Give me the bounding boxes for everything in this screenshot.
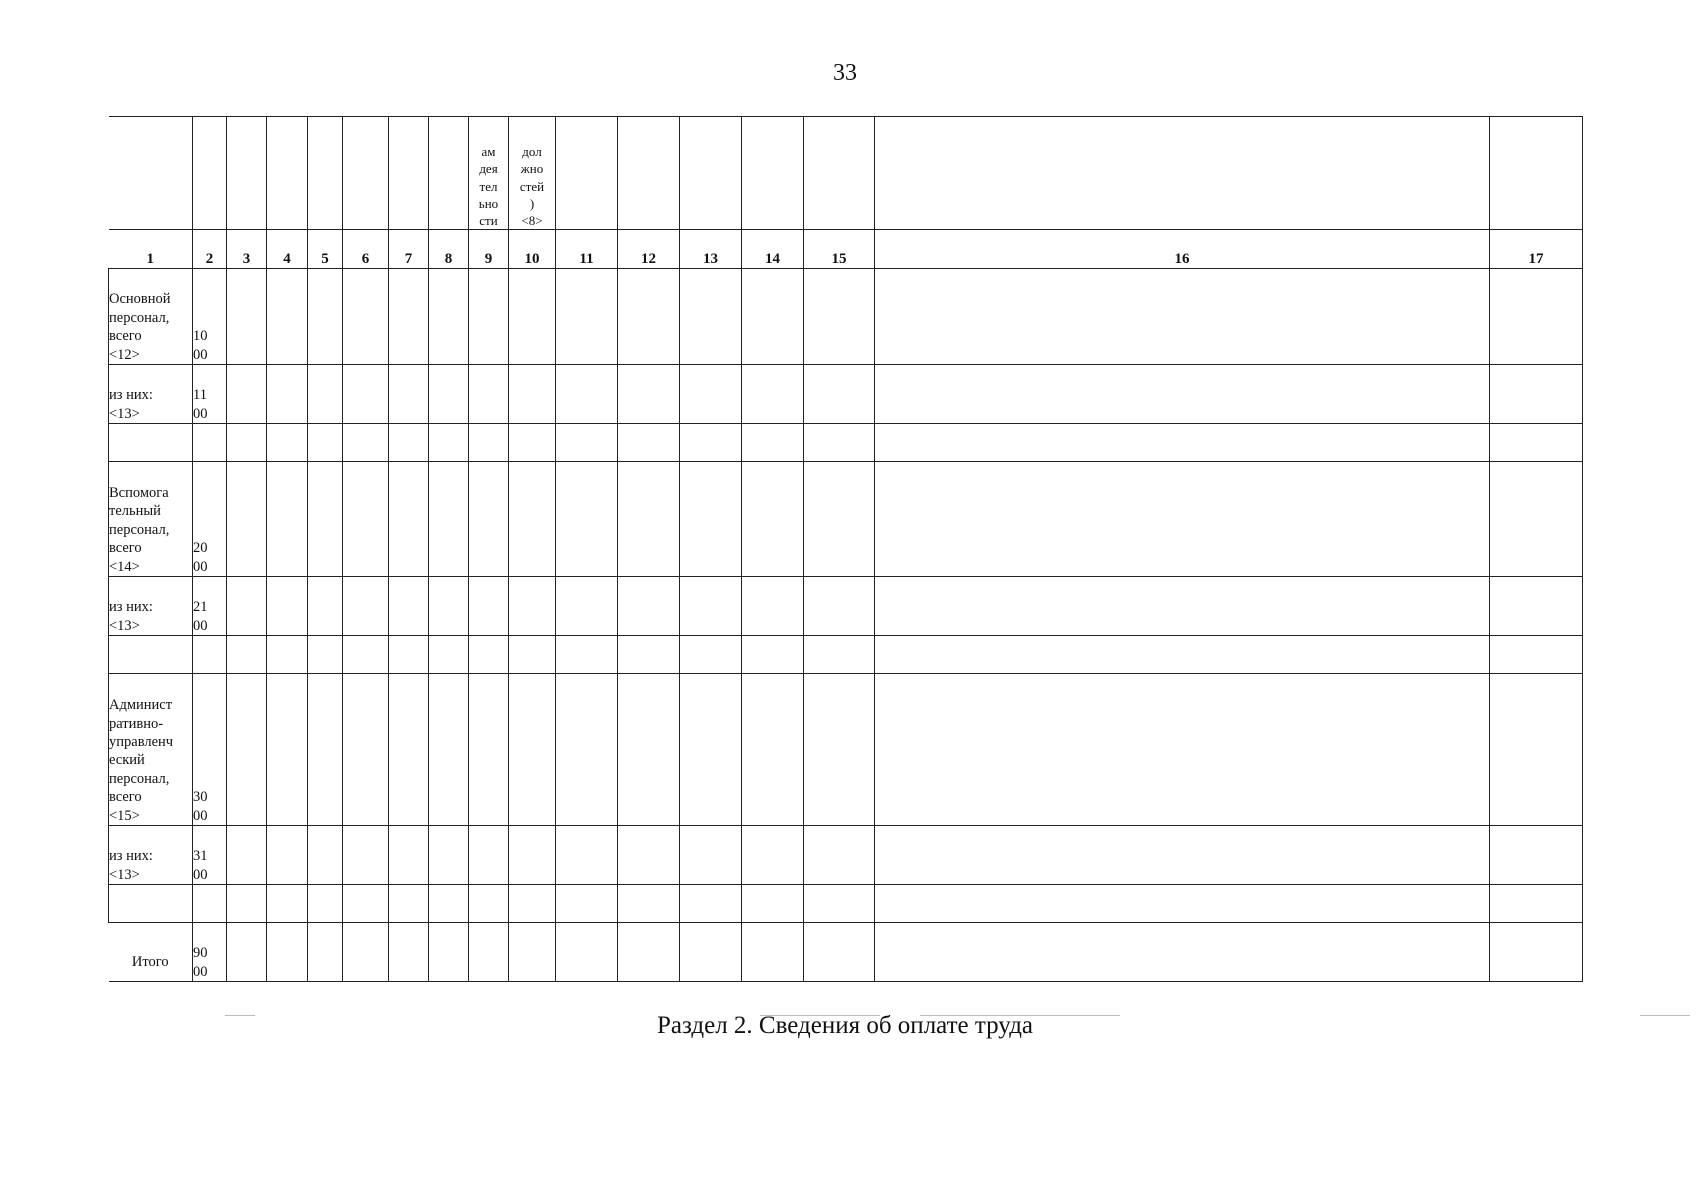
data-cell[interactable] <box>109 424 193 462</box>
data-cell[interactable] <box>267 885 308 923</box>
column-number: 14 <box>742 230 804 269</box>
data-cell[interactable] <box>680 885 742 923</box>
data-cell[interactable] <box>389 674 429 826</box>
label-line: персонал, <box>109 309 170 326</box>
header-cell-14 <box>742 117 804 230</box>
data-cell[interactable] <box>509 923 556 982</box>
column-number: 15 <box>804 230 875 269</box>
data-cell[interactable] <box>308 826 343 885</box>
data-cell[interactable] <box>389 365 429 424</box>
data-cell[interactable] <box>509 577 556 636</box>
code-line: 00 <box>193 617 208 634</box>
data-cell[interactable] <box>227 826 267 885</box>
data-cell[interactable] <box>193 424 227 462</box>
data-cell[interactable] <box>804 826 875 885</box>
label-line: всего <box>109 328 142 345</box>
code-line: 11 <box>193 387 207 404</box>
data-cell[interactable] <box>429 923 469 982</box>
data-cell[interactable] <box>1490 577 1583 636</box>
header-cell-2 <box>193 117 227 230</box>
header-cell-8 <box>429 117 469 230</box>
data-cell[interactable] <box>429 577 469 636</box>
header-cell-7 <box>389 117 429 230</box>
label-line: Админист <box>109 697 173 714</box>
data-cell[interactable] <box>742 826 804 885</box>
data-cell[interactable] <box>618 462 680 577</box>
header-cell-3 <box>227 117 267 230</box>
data-cell[interactable] <box>804 636 875 674</box>
data-cell[interactable] <box>429 269 469 365</box>
data-cell[interactable] <box>469 923 509 982</box>
label-line: всего <box>109 789 142 806</box>
header-cell-16 <box>875 117 1490 230</box>
row-code <box>193 269 227 365</box>
header-cell-11 <box>556 117 618 230</box>
data-cell[interactable] <box>227 636 267 674</box>
data-cell[interactable] <box>680 826 742 885</box>
header-cell-15 <box>804 117 875 230</box>
data-cell[interactable] <box>429 885 469 923</box>
data-cell[interactable] <box>804 923 875 982</box>
data-cell[interactable] <box>804 674 875 826</box>
header-fragment: <8> <box>521 212 543 228</box>
data-cell[interactable] <box>618 269 680 365</box>
header-cell-10 <box>509 117 556 230</box>
data-cell[interactable] <box>1490 674 1583 826</box>
data-cell[interactable] <box>680 674 742 826</box>
data-cell[interactable] <box>618 674 680 826</box>
label-line: персонал, <box>109 521 170 538</box>
data-cell[interactable] <box>429 826 469 885</box>
label-line: Вспомога <box>109 484 169 501</box>
column-number: 8 <box>429 230 469 269</box>
column-number: 17 <box>1490 230 1583 269</box>
column-number: 10 <box>509 230 556 269</box>
column-number: 9 <box>469 230 509 269</box>
data-cell[interactable] <box>1490 923 1583 982</box>
data-cell[interactable] <box>469 674 509 826</box>
header-cell-6 <box>343 117 389 230</box>
data-cell[interactable] <box>267 424 308 462</box>
header-cell-17 <box>1490 117 1583 230</box>
data-cell[interactable] <box>343 577 389 636</box>
data-cell[interactable] <box>680 636 742 674</box>
data-cell[interactable] <box>742 636 804 674</box>
column-number: 1 <box>109 230 193 269</box>
data-cell[interactable] <box>227 577 267 636</box>
data-cell[interactable] <box>875 826 1490 885</box>
data-cell[interactable] <box>804 365 875 424</box>
data-cell[interactable] <box>556 462 618 577</box>
data-cell[interactable] <box>875 462 1490 577</box>
row-label <box>109 462 193 577</box>
data-cell[interactable] <box>469 826 509 885</box>
data-cell[interactable] <box>429 674 469 826</box>
data-cell[interactable] <box>680 269 742 365</box>
data-cell[interactable] <box>227 885 267 923</box>
data-cell[interactable] <box>680 424 742 462</box>
data-cell[interactable] <box>556 636 618 674</box>
data-cell[interactable] <box>227 462 267 577</box>
data-cell[interactable] <box>1490 885 1583 923</box>
data-cell[interactable] <box>804 885 875 923</box>
section-title: Раздел 2. Сведения об оплате труда <box>656 1012 1034 1039</box>
data-cell[interactable] <box>267 636 308 674</box>
data-cell[interactable] <box>742 923 804 982</box>
data-cell[interactable] <box>389 885 429 923</box>
table-row-empty <box>109 424 1583 462</box>
data-cell[interactable] <box>742 885 804 923</box>
data-cell[interactable] <box>469 577 509 636</box>
row-code <box>193 365 227 424</box>
data-cell[interactable] <box>429 365 469 424</box>
data-cell[interactable] <box>875 424 1490 462</box>
data-cell[interactable] <box>429 424 469 462</box>
column-number: 2 <box>193 230 227 269</box>
data-cell[interactable] <box>343 636 389 674</box>
data-cell[interactable] <box>308 365 343 424</box>
data-cell[interactable] <box>1490 462 1583 577</box>
header-fragment: дол <box>522 144 542 160</box>
data-cell[interactable] <box>389 826 429 885</box>
row-label <box>109 674 193 826</box>
data-cell[interactable] <box>343 462 389 577</box>
data-cell[interactable] <box>680 923 742 982</box>
code-line: 00 <box>193 558 208 575</box>
data-cell[interactable] <box>742 674 804 826</box>
data-cell[interactable] <box>618 365 680 424</box>
label-line: <12> <box>109 346 140 363</box>
data-cell[interactable] <box>469 365 509 424</box>
data-cell[interactable] <box>509 365 556 424</box>
header-fragment: дея <box>479 161 498 177</box>
data-cell[interactable] <box>469 636 509 674</box>
data-cell[interactable] <box>875 674 1490 826</box>
row-code <box>193 462 227 577</box>
data-cell[interactable] <box>193 885 227 923</box>
label-line: <13> <box>109 866 140 883</box>
data-cell[interactable] <box>509 424 556 462</box>
data-cell[interactable] <box>509 462 556 577</box>
code-line: 21 <box>193 599 208 616</box>
data-cell[interactable] <box>618 923 680 982</box>
code-line: 00 <box>193 866 208 883</box>
data-cell[interactable] <box>267 577 308 636</box>
row-code <box>193 577 227 636</box>
data-cell[interactable] <box>556 923 618 982</box>
row-code <box>193 923 227 982</box>
data-cell[interactable] <box>343 424 389 462</box>
data-cell[interactable] <box>875 577 1490 636</box>
data-cell[interactable] <box>618 577 680 636</box>
row-code <box>193 674 227 826</box>
table-row-main-staff <box>109 269 1583 365</box>
data-cell[interactable] <box>804 269 875 365</box>
data-cell[interactable] <box>389 577 429 636</box>
label-line: <14> <box>109 558 140 575</box>
table-row-admin-of-them <box>109 826 1583 885</box>
data-cell[interactable] <box>509 885 556 923</box>
table-row-total <box>109 923 1583 982</box>
data-cell[interactable] <box>308 577 343 636</box>
data-cell[interactable] <box>875 923 1490 982</box>
label-line: всего <box>109 540 142 557</box>
table-row-admin-staff <box>109 674 1583 826</box>
code-line: 20 <box>193 540 208 557</box>
data-cell[interactable] <box>343 365 389 424</box>
data-cell[interactable] <box>389 636 429 674</box>
label-line: Основной <box>109 291 171 308</box>
data-cell[interactable] <box>875 365 1490 424</box>
data-cell[interactable] <box>469 269 509 365</box>
data-cell[interactable] <box>469 462 509 577</box>
data-cell[interactable] <box>389 424 429 462</box>
label-line: <13> <box>109 617 140 634</box>
table-row-main-of-them <box>109 365 1583 424</box>
data-cell[interactable] <box>227 923 267 982</box>
data-cell[interactable] <box>308 885 343 923</box>
header-fragment: стей <box>519 178 545 194</box>
table-row-aux-of-them <box>109 577 1583 636</box>
data-cell[interactable] <box>509 269 556 365</box>
data-cell[interactable] <box>742 577 804 636</box>
data-cell[interactable] <box>618 826 680 885</box>
data-cell[interactable] <box>556 269 618 365</box>
code-line: 00 <box>193 807 208 824</box>
data-cell[interactable] <box>343 885 389 923</box>
header-cell-13 <box>680 117 742 230</box>
data-cell[interactable] <box>343 923 389 982</box>
label-line: управленч <box>109 733 174 750</box>
header-fragment: ам <box>481 144 496 160</box>
data-cell[interactable] <box>343 674 389 826</box>
header-cell-4 <box>267 117 308 230</box>
data-cell[interactable] <box>875 885 1490 923</box>
data-cell[interactable] <box>267 269 308 365</box>
label-line: из них: <box>109 599 153 616</box>
code-line: 31 <box>193 848 208 865</box>
column-number: 7 <box>389 230 429 269</box>
label-line: еский <box>109 752 145 769</box>
row-code <box>193 826 227 885</box>
header-cell-5 <box>308 117 343 230</box>
row-label <box>109 577 193 636</box>
data-cell[interactable] <box>389 923 429 982</box>
data-cell[interactable] <box>618 885 680 923</box>
data-cell[interactable] <box>680 462 742 577</box>
data-cell[interactable] <box>1490 826 1583 885</box>
data-cell[interactable] <box>680 577 742 636</box>
data-cell[interactable] <box>193 636 227 674</box>
data-cell[interactable] <box>429 636 469 674</box>
column-number: 3 <box>227 230 267 269</box>
data-cell[interactable] <box>742 269 804 365</box>
staff-table <box>108 116 1583 982</box>
label-line: <13> <box>109 405 140 422</box>
data-cell[interactable] <box>556 826 618 885</box>
header-cell-12 <box>618 117 680 230</box>
data-cell[interactable] <box>227 269 267 365</box>
column-number: 16 <box>875 230 1490 269</box>
data-cell[interactable] <box>804 462 875 577</box>
header-fragment: ) <box>529 195 535 211</box>
page-number: 33 <box>833 60 857 86</box>
data-cell[interactable] <box>742 462 804 577</box>
table-row-aux-staff <box>109 462 1583 577</box>
label-line: тельный <box>109 503 161 520</box>
data-cell[interactable] <box>556 674 618 826</box>
data-cell[interactable] <box>509 674 556 826</box>
data-cell[interactable] <box>227 365 267 424</box>
table-row-empty <box>109 885 1583 923</box>
data-cell[interactable] <box>308 269 343 365</box>
header-fragment: жно <box>520 161 544 177</box>
table-row-empty <box>109 636 1583 674</box>
data-cell[interactable] <box>267 365 308 424</box>
data-cell[interactable] <box>556 577 618 636</box>
column-number: 6 <box>343 230 389 269</box>
data-cell[interactable] <box>469 424 509 462</box>
data-cell[interactable] <box>556 365 618 424</box>
data-cell[interactable] <box>267 826 308 885</box>
header-cell-9 <box>469 117 509 230</box>
data-cell[interactable] <box>509 826 556 885</box>
data-cell[interactable] <box>267 462 308 577</box>
column-number: 13 <box>680 230 742 269</box>
data-cell[interactable] <box>227 674 267 826</box>
data-cell[interactable] <box>1490 636 1583 674</box>
data-cell[interactable] <box>109 636 193 674</box>
code-line: 90 <box>193 945 208 962</box>
data-cell[interactable] <box>875 269 1490 365</box>
data-cell[interactable] <box>308 636 343 674</box>
header-cell-1 <box>109 117 193 230</box>
data-cell[interactable] <box>343 826 389 885</box>
data-cell[interactable] <box>343 269 389 365</box>
label-line: из них: <box>109 387 153 404</box>
data-cell[interactable] <box>1490 269 1583 365</box>
data-cell[interactable] <box>680 365 742 424</box>
data-cell[interactable] <box>308 923 343 982</box>
label-line: персонал, <box>109 770 170 787</box>
row-label <box>109 826 193 885</box>
column-number: 11 <box>556 230 618 269</box>
data-cell[interactable] <box>389 462 429 577</box>
code-line: 00 <box>193 405 208 422</box>
header-fragment: тел <box>479 178 498 194</box>
column-number-row <box>109 230 1583 269</box>
data-cell[interactable] <box>804 424 875 462</box>
data-cell[interactable] <box>429 462 469 577</box>
header-fragment: ьно <box>478 195 499 211</box>
column-number: 5 <box>308 230 343 269</box>
data-cell[interactable] <box>1490 365 1583 424</box>
code-line: 00 <box>193 346 208 363</box>
data-cell[interactable] <box>109 885 193 923</box>
label-line: ративно- <box>109 715 164 732</box>
code-line: 00 <box>193 963 208 980</box>
data-cell[interactable] <box>469 885 509 923</box>
data-cell[interactable] <box>556 885 618 923</box>
header-fragment: сти <box>479 212 498 228</box>
data-cell[interactable] <box>227 424 267 462</box>
row-label <box>109 365 193 424</box>
column-number: 4 <box>267 230 308 269</box>
data-cell[interactable] <box>308 462 343 577</box>
row-label <box>109 269 193 365</box>
code-line: 10 <box>193 328 208 345</box>
data-cell[interactable] <box>556 424 618 462</box>
data-cell[interactable] <box>742 424 804 462</box>
data-cell[interactable] <box>742 365 804 424</box>
code-line: 30 <box>193 789 208 806</box>
data-cell[interactable] <box>804 577 875 636</box>
data-cell[interactable] <box>308 674 343 826</box>
data-cell[interactable] <box>1490 424 1583 462</box>
header-row <box>109 117 1583 230</box>
total-label: Итого <box>109 923 193 982</box>
label-line: <15> <box>109 807 140 824</box>
data-cell[interactable] <box>308 424 343 462</box>
data-cell[interactable] <box>389 269 429 365</box>
staff-table-container <box>108 116 1583 982</box>
data-cell[interactable] <box>267 674 308 826</box>
data-cell[interactable] <box>618 424 680 462</box>
data-cell[interactable] <box>267 923 308 982</box>
data-cell[interactable] <box>509 636 556 674</box>
data-cell[interactable] <box>618 636 680 674</box>
label-line: из них: <box>109 848 153 865</box>
data-cell[interactable] <box>875 636 1490 674</box>
column-number: 12 <box>618 230 680 269</box>
